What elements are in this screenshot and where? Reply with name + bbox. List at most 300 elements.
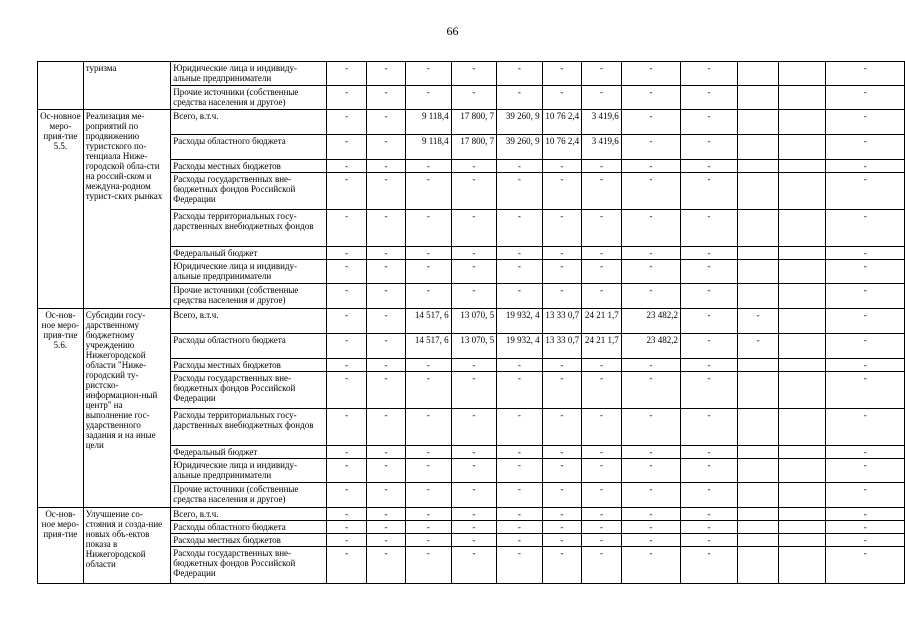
funding-source-cell: Юридические лица и индивиду-альные предприниматели bbox=[171, 260, 327, 284]
value-cell: - bbox=[826, 409, 905, 446]
value-cell: - bbox=[681, 334, 738, 359]
value-cell: - bbox=[366, 521, 405, 534]
value-cell: - bbox=[826, 173, 905, 210]
value-cell: - bbox=[826, 260, 905, 284]
value-cell: 17 800, 7 bbox=[451, 135, 496, 160]
value-cell: - bbox=[406, 284, 452, 309]
table-row bbox=[38, 62, 905, 86]
value-cell: - bbox=[327, 547, 366, 584]
value-cell: - bbox=[826, 160, 905, 173]
value-cell: 24 21 1,7 bbox=[582, 334, 622, 359]
value-cell: - bbox=[582, 547, 622, 584]
value-cell: - bbox=[497, 547, 542, 584]
value-cell: - bbox=[327, 284, 366, 309]
value-cell: - bbox=[542, 547, 582, 584]
value-cell: - bbox=[366, 135, 405, 160]
value-cell: 19 932, 4 bbox=[497, 309, 542, 334]
value-cell: - bbox=[451, 409, 496, 446]
value-cell bbox=[779, 62, 826, 86]
value-cell: - bbox=[826, 86, 905, 110]
value-cell: - bbox=[406, 86, 452, 110]
value-cell: 13 070, 5 bbox=[451, 334, 496, 359]
value-cell: - bbox=[826, 284, 905, 309]
value-cell bbox=[738, 409, 779, 446]
value-cell: - bbox=[497, 284, 542, 309]
value-cell: - bbox=[327, 534, 366, 547]
value-cell: - bbox=[681, 284, 738, 309]
value-cell: - bbox=[826, 521, 905, 534]
value-cell: - bbox=[582, 372, 622, 409]
value-cell: - bbox=[497, 409, 542, 446]
page-number: 66 bbox=[446, 24, 459, 38]
funding-source-cell: Прочие источники (собственные средства населения и другое) bbox=[171, 284, 327, 309]
value-cell bbox=[738, 173, 779, 210]
value-cell: - bbox=[451, 359, 496, 372]
value-cell: - bbox=[327, 459, 366, 483]
value-cell bbox=[779, 284, 826, 309]
value-cell bbox=[779, 309, 826, 334]
value-cell: - bbox=[406, 247, 452, 260]
value-cell: - bbox=[542, 62, 582, 86]
value-cell bbox=[779, 372, 826, 409]
value-cell: - bbox=[582, 86, 622, 110]
value-cell: - bbox=[366, 284, 405, 309]
value-cell: - bbox=[738, 334, 779, 359]
value-cell: - bbox=[621, 547, 680, 584]
funding-source-cell: Всего, в.т.ч. bbox=[171, 110, 327, 135]
value-cell: 3 419,6 bbox=[582, 110, 622, 135]
value-cell: - bbox=[406, 459, 452, 483]
value-cell: - bbox=[582, 260, 622, 284]
value-cell bbox=[779, 173, 826, 210]
value-cell: - bbox=[366, 309, 405, 334]
value-cell: - bbox=[681, 247, 738, 260]
value-cell bbox=[738, 359, 779, 372]
funding-source-cell: Расходы областного бюджета bbox=[171, 334, 327, 359]
value-cell: - bbox=[582, 173, 622, 210]
measure-code-cell: Ос-новное меро-прия-тие 5.5. bbox=[38, 110, 84, 309]
value-cell: - bbox=[826, 110, 905, 135]
funding-source-cell: Федеральный бюджет bbox=[171, 247, 327, 260]
value-cell: - bbox=[621, 483, 680, 508]
funding-source-cell: Расходы местных бюджетов bbox=[171, 160, 327, 173]
value-cell: - bbox=[542, 508, 582, 521]
value-cell: - bbox=[497, 173, 542, 210]
value-cell: - bbox=[826, 62, 905, 86]
value-cell: 9 118,4 bbox=[406, 110, 452, 135]
value-cell: - bbox=[366, 247, 405, 260]
value-cell: 19 932, 4 bbox=[497, 334, 542, 359]
value-cell: - bbox=[681, 135, 738, 160]
value-cell: 17 800, 7 bbox=[451, 110, 496, 135]
value-cell: - bbox=[406, 62, 452, 86]
value-cell: - bbox=[406, 483, 452, 508]
value-cell: - bbox=[497, 508, 542, 521]
value-cell: - bbox=[621, 247, 680, 260]
value-cell: - bbox=[406, 409, 452, 446]
value-cell: - bbox=[621, 86, 680, 110]
value-cell: - bbox=[582, 534, 622, 547]
budget-table bbox=[37, 61, 905, 584]
value-cell: - bbox=[621, 284, 680, 309]
value-cell: - bbox=[582, 62, 622, 86]
value-cell: - bbox=[542, 247, 582, 260]
value-cell: - bbox=[542, 160, 582, 173]
funding-source-cell: Юридические лица и индивиду-альные предприниматели bbox=[171, 62, 327, 86]
value-cell: - bbox=[366, 459, 405, 483]
value-cell bbox=[779, 446, 826, 459]
value-cell: - bbox=[826, 309, 905, 334]
value-cell bbox=[779, 86, 826, 110]
value-cell: - bbox=[582, 284, 622, 309]
value-cell: 13 070, 5 bbox=[451, 309, 496, 334]
value-cell: - bbox=[621, 372, 680, 409]
value-cell: - bbox=[681, 372, 738, 409]
value-cell: - bbox=[621, 508, 680, 521]
value-cell: - bbox=[681, 547, 738, 584]
value-cell: - bbox=[621, 409, 680, 446]
value-cell: - bbox=[497, 247, 542, 260]
value-cell: - bbox=[406, 160, 452, 173]
value-cell: - bbox=[327, 446, 366, 459]
value-cell: 14 517, 6 bbox=[406, 334, 452, 359]
value-cell bbox=[779, 483, 826, 508]
value-cell: - bbox=[327, 508, 366, 521]
value-cell: - bbox=[542, 86, 582, 110]
funding-source-cell: Расходы местных бюджетов bbox=[171, 534, 327, 547]
table-row bbox=[38, 110, 905, 135]
value-cell: - bbox=[497, 534, 542, 547]
value-cell: - bbox=[681, 521, 738, 534]
value-cell: - bbox=[582, 446, 622, 459]
funding-source-cell: Всего, в.т.ч. bbox=[171, 309, 327, 334]
value-cell: - bbox=[621, 446, 680, 459]
table-row bbox=[38, 508, 905, 521]
value-cell: - bbox=[681, 359, 738, 372]
value-cell: - bbox=[451, 173, 496, 210]
value-cell: - bbox=[582, 459, 622, 483]
value-cell: - bbox=[327, 210, 366, 247]
measure-code-cell: Ос-нов-ное меро-прия-тие 5.6. bbox=[38, 309, 84, 508]
value-cell: - bbox=[826, 508, 905, 521]
value-cell: 13 33 0,7 bbox=[542, 334, 582, 359]
value-cell: - bbox=[327, 359, 366, 372]
value-cell: - bbox=[621, 110, 680, 135]
value-cell: - bbox=[366, 547, 405, 584]
value-cell bbox=[738, 372, 779, 409]
table-row bbox=[38, 309, 905, 334]
measure-name-cell: Улучшение со-стояния и созда-ние новых объ-ектов показа в Нижегородской области bbox=[83, 508, 171, 584]
value-cell: - bbox=[826, 359, 905, 372]
funding-source-cell: Прочие источники (собственные средства населения и другое) bbox=[171, 483, 327, 508]
value-cell: - bbox=[451, 459, 496, 483]
value-cell: - bbox=[542, 260, 582, 284]
value-cell bbox=[738, 86, 779, 110]
value-cell: - bbox=[582, 483, 622, 508]
value-cell: - bbox=[406, 359, 452, 372]
value-cell: - bbox=[582, 521, 622, 534]
value-cell: - bbox=[681, 483, 738, 508]
value-cell: - bbox=[681, 210, 738, 247]
value-cell bbox=[738, 260, 779, 284]
value-cell: - bbox=[366, 534, 405, 547]
value-cell: - bbox=[366, 483, 405, 508]
value-cell: - bbox=[451, 547, 496, 584]
value-cell: - bbox=[366, 260, 405, 284]
funding-source-cell: Расходы территориальных госу-дарственных внебюджетных фондов bbox=[171, 409, 327, 446]
value-cell: - bbox=[366, 86, 405, 110]
value-cell bbox=[779, 247, 826, 260]
value-cell: - bbox=[681, 173, 738, 210]
value-cell bbox=[779, 547, 826, 584]
funding-source-cell: Расходы областного бюджета bbox=[171, 135, 327, 160]
value-cell: 14 517, 6 bbox=[406, 309, 452, 334]
measure-name-cell: Субсидии госу-дарственному бюджетному учреждению Нижегородской области "Ниже-городский ту-ристско-информацион-ный центр" на выполнение гос-ударственного задания и на иные цели bbox=[83, 309, 171, 508]
value-cell: - bbox=[327, 309, 366, 334]
value-cell: - bbox=[451, 86, 496, 110]
measure-code-cell bbox=[38, 62, 84, 110]
value-cell: - bbox=[826, 135, 905, 160]
value-cell: - bbox=[826, 459, 905, 483]
value-cell: - bbox=[406, 508, 452, 521]
value-cell: - bbox=[542, 372, 582, 409]
value-cell: 9 118,4 bbox=[406, 135, 452, 160]
value-cell: - bbox=[681, 260, 738, 284]
value-cell: - bbox=[327, 62, 366, 86]
value-cell bbox=[738, 534, 779, 547]
measure-name-cell: туризма bbox=[83, 62, 171, 110]
value-cell: - bbox=[451, 521, 496, 534]
value-cell: - bbox=[406, 521, 452, 534]
value-cell bbox=[738, 459, 779, 483]
value-cell: - bbox=[582, 359, 622, 372]
value-cell: 3 419,6 bbox=[582, 135, 622, 160]
value-cell: - bbox=[681, 534, 738, 547]
value-cell: - bbox=[451, 483, 496, 508]
value-cell: - bbox=[582, 247, 622, 260]
value-cell bbox=[738, 247, 779, 260]
value-cell: - bbox=[497, 86, 542, 110]
value-cell: - bbox=[681, 508, 738, 521]
value-cell: - bbox=[621, 459, 680, 483]
value-cell: - bbox=[327, 372, 366, 409]
value-cell: - bbox=[621, 173, 680, 210]
value-cell bbox=[738, 210, 779, 247]
funding-source-cell: Юридические лица и индивиду-альные предприниматели bbox=[171, 459, 327, 483]
value-cell: - bbox=[406, 547, 452, 584]
funding-source-cell: Расходы государственных вне-бюджетных фондов Российской Федерации bbox=[171, 173, 327, 210]
value-cell bbox=[738, 135, 779, 160]
value-cell: - bbox=[451, 62, 496, 86]
value-cell bbox=[779, 110, 826, 135]
value-cell: - bbox=[327, 173, 366, 210]
value-cell: - bbox=[582, 409, 622, 446]
funding-source-cell: Всего, в.т.ч. bbox=[171, 508, 327, 521]
value-cell: - bbox=[621, 359, 680, 372]
value-cell: - bbox=[406, 534, 452, 547]
value-cell bbox=[738, 446, 779, 459]
value-cell: - bbox=[826, 372, 905, 409]
value-cell: - bbox=[738, 309, 779, 334]
value-cell: - bbox=[327, 160, 366, 173]
value-cell: - bbox=[681, 459, 738, 483]
funding-source-cell: Расходы областного бюджета bbox=[171, 521, 327, 534]
value-cell: - bbox=[582, 160, 622, 173]
funding-source-cell: Прочие источники (собственные средства населения и другое) bbox=[171, 86, 327, 110]
value-cell: - bbox=[497, 260, 542, 284]
measure-name-cell: Реализация ме-роприятий по продвижению туристского по-тенциала Ниже-городской обла-сти на россий-ском и междуна-родном турист-ских рынках bbox=[83, 110, 171, 309]
value-cell: - bbox=[826, 334, 905, 359]
value-cell bbox=[738, 521, 779, 534]
value-cell: - bbox=[451, 446, 496, 459]
value-cell: - bbox=[406, 446, 452, 459]
value-cell: - bbox=[327, 86, 366, 110]
value-cell: - bbox=[366, 446, 405, 459]
value-cell: - bbox=[681, 309, 738, 334]
value-cell: - bbox=[621, 62, 680, 86]
value-cell: - bbox=[497, 483, 542, 508]
value-cell: - bbox=[327, 334, 366, 359]
value-cell: - bbox=[497, 359, 542, 372]
value-cell: - bbox=[406, 372, 452, 409]
value-cell: - bbox=[497, 459, 542, 483]
value-cell bbox=[738, 284, 779, 309]
value-cell: - bbox=[542, 521, 582, 534]
value-cell: - bbox=[621, 160, 680, 173]
value-cell bbox=[738, 483, 779, 508]
value-cell: - bbox=[681, 110, 738, 135]
value-cell: - bbox=[826, 483, 905, 508]
value-cell bbox=[779, 334, 826, 359]
value-cell: - bbox=[621, 260, 680, 284]
value-cell: - bbox=[497, 372, 542, 409]
value-cell: - bbox=[681, 62, 738, 86]
value-cell bbox=[779, 160, 826, 173]
value-cell bbox=[779, 409, 826, 446]
value-cell: - bbox=[366, 173, 405, 210]
value-cell: - bbox=[582, 508, 622, 521]
value-cell: - bbox=[542, 173, 582, 210]
value-cell bbox=[738, 62, 779, 86]
funding-source-cell: Федеральный бюджет bbox=[171, 446, 327, 459]
value-cell: 23 482,2 bbox=[621, 334, 680, 359]
funding-source-cell: Расходы государственных вне-бюджетных фондов Российской Федерации bbox=[171, 547, 327, 584]
value-cell: - bbox=[327, 409, 366, 446]
value-cell: - bbox=[542, 409, 582, 446]
value-cell: - bbox=[327, 260, 366, 284]
value-cell: - bbox=[327, 110, 366, 135]
value-cell bbox=[738, 547, 779, 584]
value-cell bbox=[779, 521, 826, 534]
value-cell: - bbox=[621, 534, 680, 547]
value-cell: - bbox=[366, 110, 405, 135]
funding-source-cell: Расходы территориальных госу-дарственных внебюджетных фондов bbox=[171, 210, 327, 247]
value-cell: - bbox=[681, 409, 738, 446]
value-cell: - bbox=[497, 521, 542, 534]
value-cell bbox=[779, 135, 826, 160]
value-cell: 24 21 1,7 bbox=[582, 309, 622, 334]
value-cell: 10 76 2,4 bbox=[542, 110, 582, 135]
value-cell: - bbox=[451, 284, 496, 309]
value-cell: - bbox=[327, 247, 366, 260]
measure-code-cell: Ос-нов-ное меро-прия-тие bbox=[38, 508, 84, 584]
value-cell: - bbox=[497, 446, 542, 459]
value-cell bbox=[779, 359, 826, 372]
value-cell: - bbox=[542, 534, 582, 547]
value-cell: - bbox=[497, 210, 542, 247]
value-cell: - bbox=[621, 210, 680, 247]
value-cell: - bbox=[826, 210, 905, 247]
value-cell: - bbox=[366, 372, 405, 409]
value-cell: - bbox=[366, 210, 405, 247]
value-cell: - bbox=[621, 135, 680, 160]
value-cell: - bbox=[451, 508, 496, 521]
value-cell: - bbox=[826, 247, 905, 260]
value-cell: 39 260, 9 bbox=[497, 110, 542, 135]
value-cell: - bbox=[451, 260, 496, 284]
value-cell bbox=[779, 508, 826, 521]
value-cell bbox=[779, 260, 826, 284]
value-cell: - bbox=[681, 86, 738, 110]
value-cell: - bbox=[327, 483, 366, 508]
value-cell: - bbox=[542, 459, 582, 483]
value-cell: - bbox=[327, 521, 366, 534]
value-cell: - bbox=[542, 483, 582, 508]
value-cell: - bbox=[542, 359, 582, 372]
value-cell: - bbox=[327, 135, 366, 160]
value-cell: 10 76 2,4 bbox=[542, 135, 582, 160]
value-cell: - bbox=[366, 409, 405, 446]
value-cell: - bbox=[681, 446, 738, 459]
funding-source-cell: Расходы государственных вне-бюджетных фондов Российской Федерации bbox=[171, 372, 327, 409]
value-cell: - bbox=[826, 534, 905, 547]
value-cell: - bbox=[406, 210, 452, 247]
value-cell: - bbox=[451, 160, 496, 173]
value-cell: - bbox=[542, 210, 582, 247]
value-cell: 23 482,2 bbox=[621, 309, 680, 334]
value-cell: - bbox=[366, 62, 405, 86]
value-cell: 39 260, 9 bbox=[497, 135, 542, 160]
value-cell: - bbox=[582, 210, 622, 247]
value-cell bbox=[738, 508, 779, 521]
value-cell: - bbox=[366, 508, 405, 521]
value-cell: - bbox=[406, 260, 452, 284]
value-cell: - bbox=[826, 547, 905, 584]
value-cell bbox=[738, 110, 779, 135]
value-cell: - bbox=[497, 62, 542, 86]
value-cell: - bbox=[366, 359, 405, 372]
value-cell: - bbox=[366, 334, 405, 359]
value-cell: - bbox=[406, 173, 452, 210]
value-cell: - bbox=[366, 160, 405, 173]
value-cell: - bbox=[681, 160, 738, 173]
value-cell bbox=[779, 534, 826, 547]
value-cell: - bbox=[621, 521, 680, 534]
value-cell: - bbox=[542, 446, 582, 459]
value-cell bbox=[738, 160, 779, 173]
value-cell bbox=[779, 459, 826, 483]
funding-source-cell: Расходы местных бюджетов bbox=[171, 359, 327, 372]
value-cell: - bbox=[451, 372, 496, 409]
value-cell: - bbox=[497, 160, 542, 173]
value-cell: - bbox=[451, 210, 496, 247]
value-cell bbox=[779, 210, 826, 247]
value-cell: 13 33 0,7 bbox=[542, 309, 582, 334]
value-cell: - bbox=[542, 284, 582, 309]
value-cell: - bbox=[451, 247, 496, 260]
value-cell: - bbox=[826, 446, 905, 459]
value-cell: - bbox=[451, 534, 496, 547]
